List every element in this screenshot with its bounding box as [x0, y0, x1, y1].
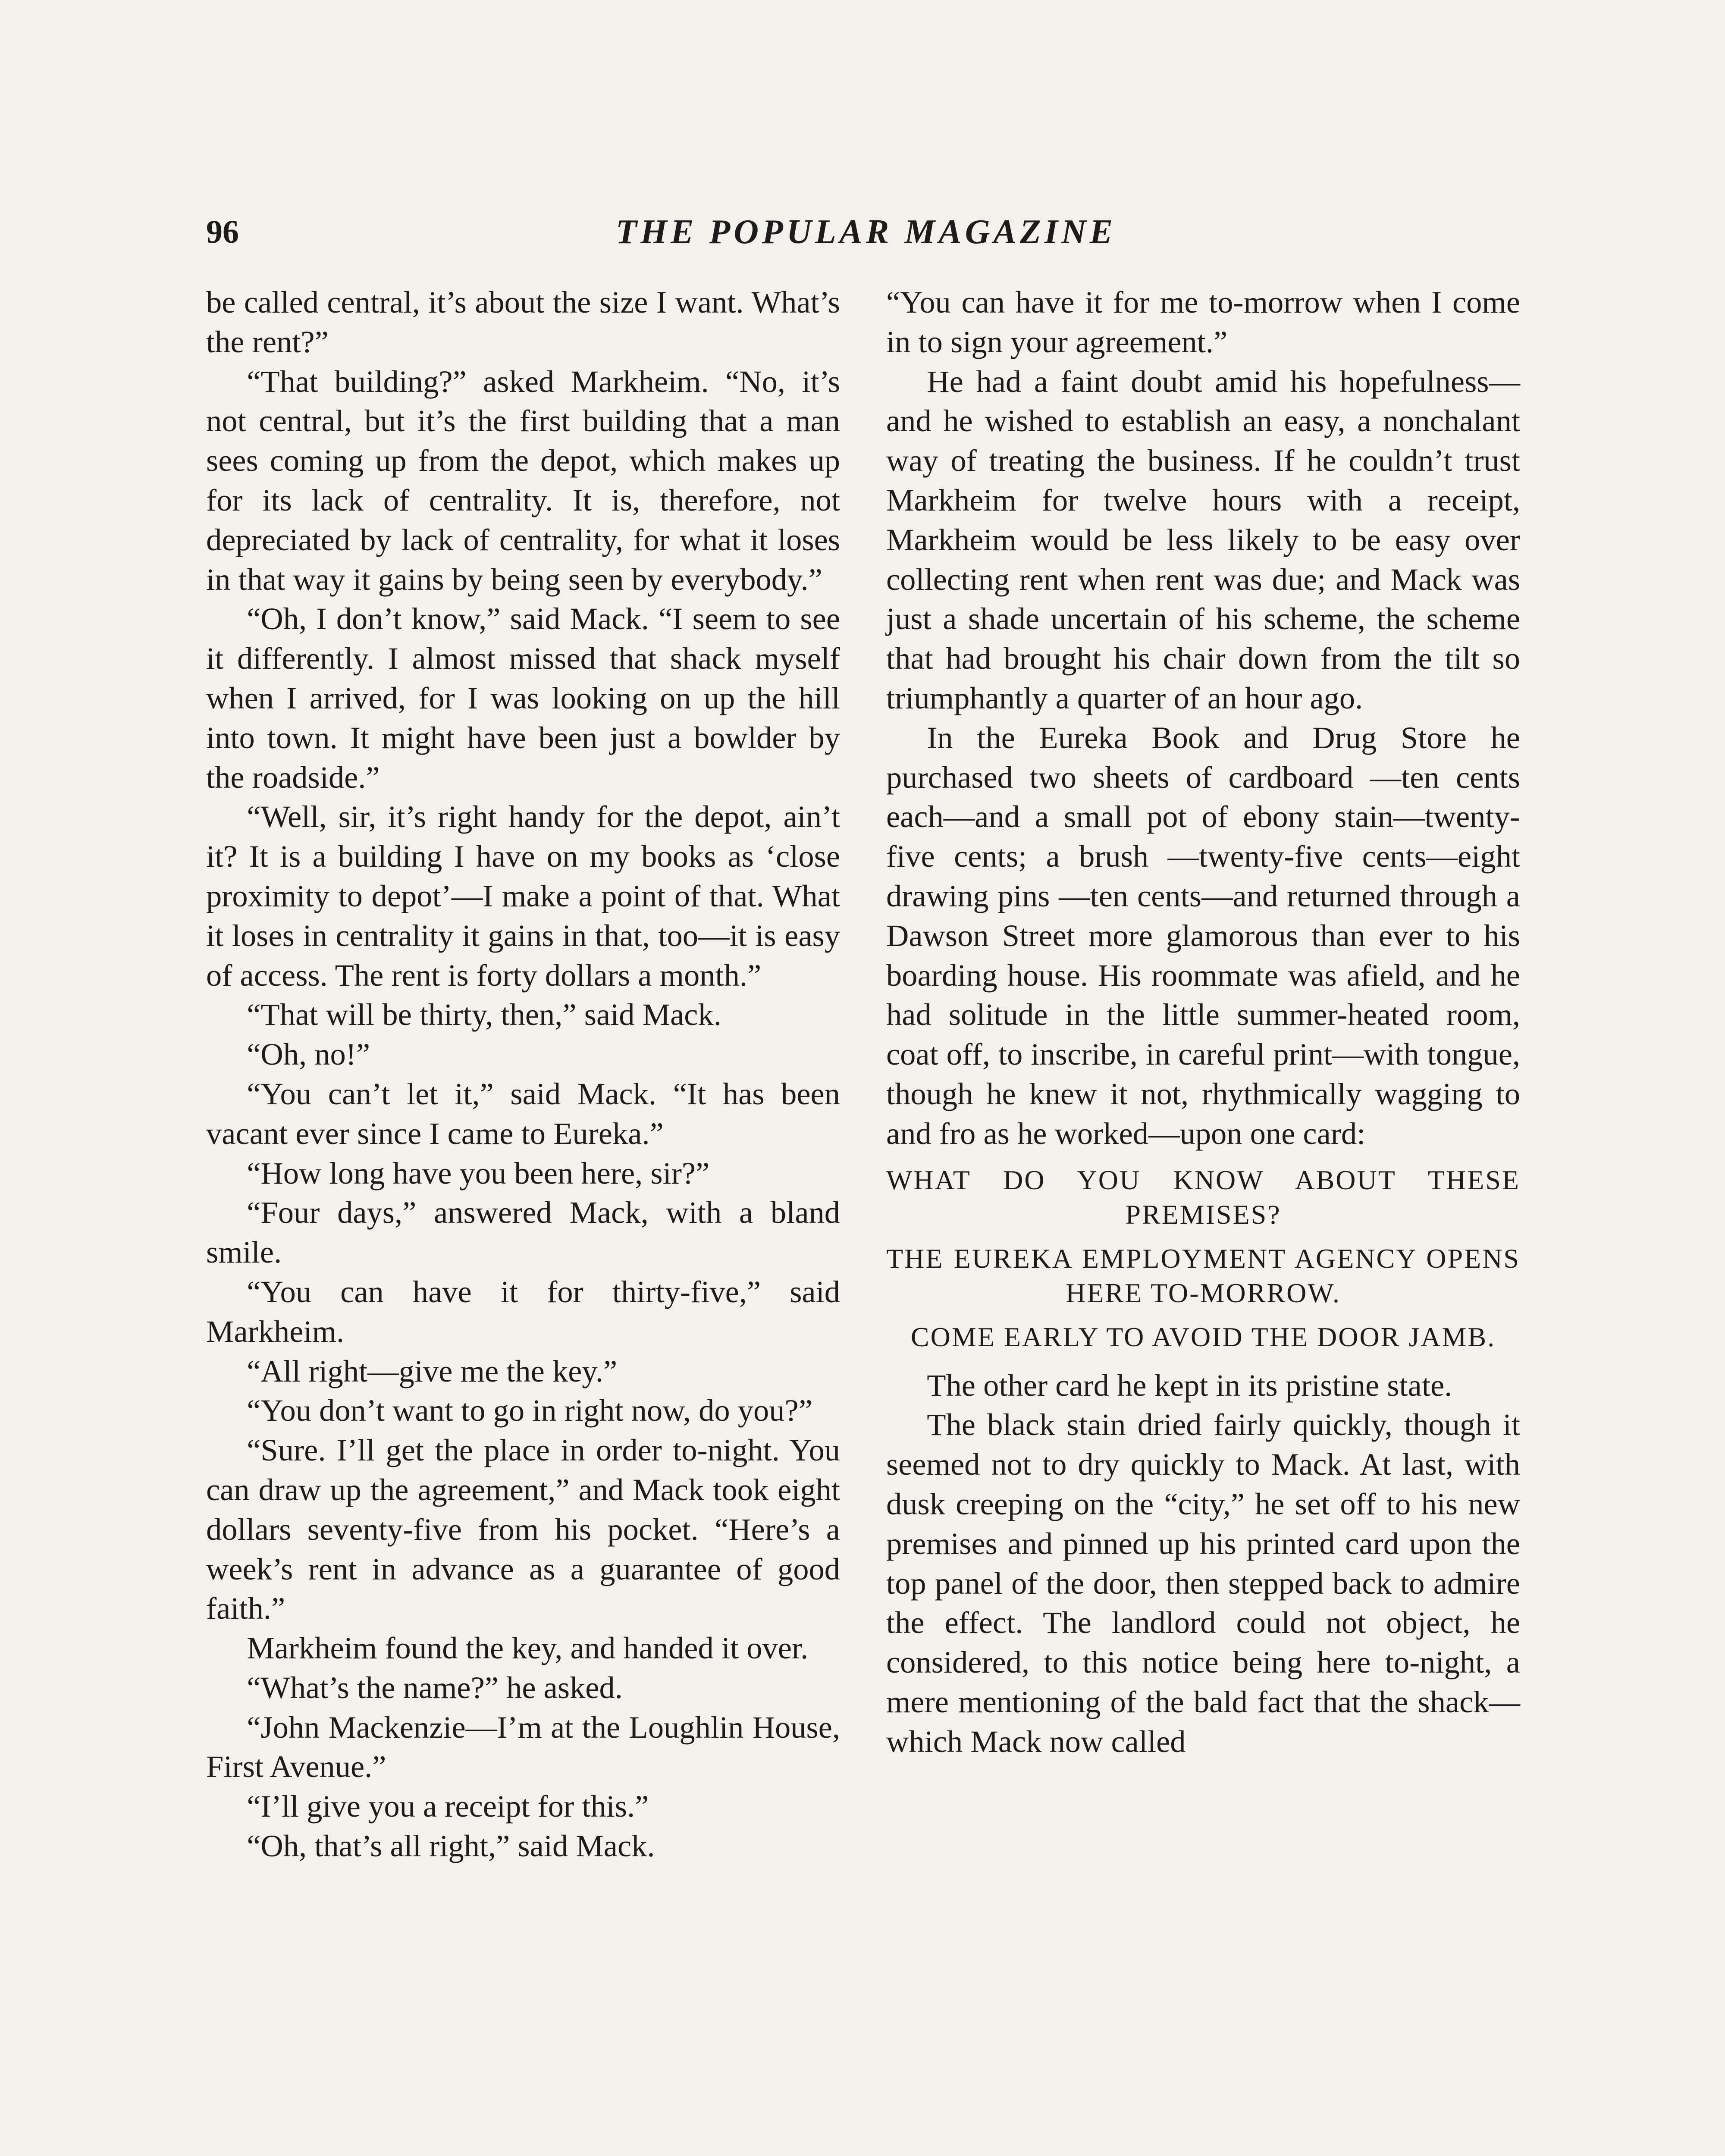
paragraph: “How long have you been here, sir?” [247, 1155, 710, 1191]
paragraph: “Oh, I don’t know,” said Mack. “I seem to see it differently. I almost missed that shack myself when I arrived, for I was looking on up the hill into town. It might have been just a bowlder by the roadside.” [206, 601, 840, 795]
paragraph: The black stain dried fairly quickly, though it seemed not to dry quickly to Mack. At last, with dusk creeping on the “city,” he set off to his new premises and pinned up his printed card upon the top panel of the door, then stepped back to admire the effect. The landlord could not object, he considered, to this notice being here to-night, a mere mentioning of the bald fact that the shack—which Mack now called [886, 1407, 1520, 1759]
paragraph: “Oh, no!” [247, 1037, 370, 1072]
left-column [206, 282, 840, 1866]
paragraph: “That will be thirty, then,” said Mack. [247, 997, 721, 1032]
paragraph: In the Eureka Book and Drug Store he purchased two sheets of cardboard —ten cents each—and a small pot of ebony stain—twenty-five cents; a brush —twenty-five cents—eight drawing pins —ten cents—and returned through a Dawson Street more glamorous than ever to his boarding house. His roommate was afield, and he had solitude in the little summer-heated room, coat off, to inscribe, in careful print—with tongue, though he knew it not, rhythmically wagging to and fro as he worked—upon one card: [886, 720, 1520, 1151]
notice-line: WHAT DO YOU KNOW ABOUT THESE PREMISES? [886, 1164, 1520, 1230]
page-number: 96 [206, 214, 239, 250]
paragraph: “I’ll give you a receipt for this.” [247, 1789, 649, 1824]
notice-line: THE EUREKA EMPLOYMENT AGENCY OPENS HERE TO-MORROW. [886, 1243, 1520, 1308]
paragraph: “Four days,” answered Mack, with a bland smile. [206, 1195, 840, 1270]
notice-line: COME EARLY TO AVOID THE DOOR JAMB. [910, 1321, 1496, 1352]
paragraph: He had a faint doubt amid his hopefulness—and he wished to establish an easy, a nonchalant way of treating the business. If he couldn’t trust Markheim for twelve hours with a receipt, Markheim would be less likely to be easy over collecting rent when rent was due; and Mack was just a shade uncertain of his scheme, the scheme that had brought his chair down from the tilt so triumphantly a quarter of an hour ago. [886, 364, 1520, 715]
paragraph: “Oh, that’s all right,” said Mack. [247, 1828, 655, 1864]
paragraph: “You can have it for thirty-five,” said Markheim. [206, 1274, 840, 1349]
right-column [886, 282, 1520, 1761]
paragraph: “All right—give me the key.” [247, 1353, 618, 1388]
paragraph: “What’s the name?” he asked. [247, 1670, 623, 1705]
paragraph: “You don’t want to go in right now, do you?” [247, 1393, 812, 1428]
page-header [206, 206, 1526, 258]
paragraph: “You can’t let it,” said Mack. “It has been vacant ever since I came to Eureka.” [206, 1076, 840, 1151]
paragraph: “You can have it for me to-morrow when I come in to sign your agreement.” [886, 285, 1520, 359]
paragraph: “That building?” asked Markheim. “No, it’s not central, but it’s the first building that a man sees coming up from the depot, which makes up for its lack of centrality. It is, therefore, not depreciated by lack of centrality, for what it loses in that way it gains by being seen by everybody.” [206, 364, 840, 597]
paragraph: “John Mackenzie—I’m at the Loughlin House, First Avenue.” [206, 1709, 840, 1784]
paragraph: Markheim found the key, and handed it over. [247, 1630, 809, 1666]
running-title: THE POPULAR MAGAZINE [615, 213, 1117, 251]
paragraph: The other card he kept in its pristine state. [927, 1367, 1452, 1403]
paragraph: “Well, sir, it’s right handy for the depot, ain’t it? It is a building I have on my books as ‘close proximity to depot’—I make a point of that. What it loses in centrality it gains in that, too—it is easy of access. The rent is forty dollars a month.” [206, 799, 840, 993]
paragraph: “Sure. I’ll get the place in order to-night. You can draw up the agreement,” and Mack took eight dollars seventy-five from his pocket. “Here’s a week’s rent in advance as a guarantee of good faith.” [206, 1432, 840, 1626]
paragraph: be called central, it’s about the size I want. What’s the rent?” [206, 285, 840, 359]
